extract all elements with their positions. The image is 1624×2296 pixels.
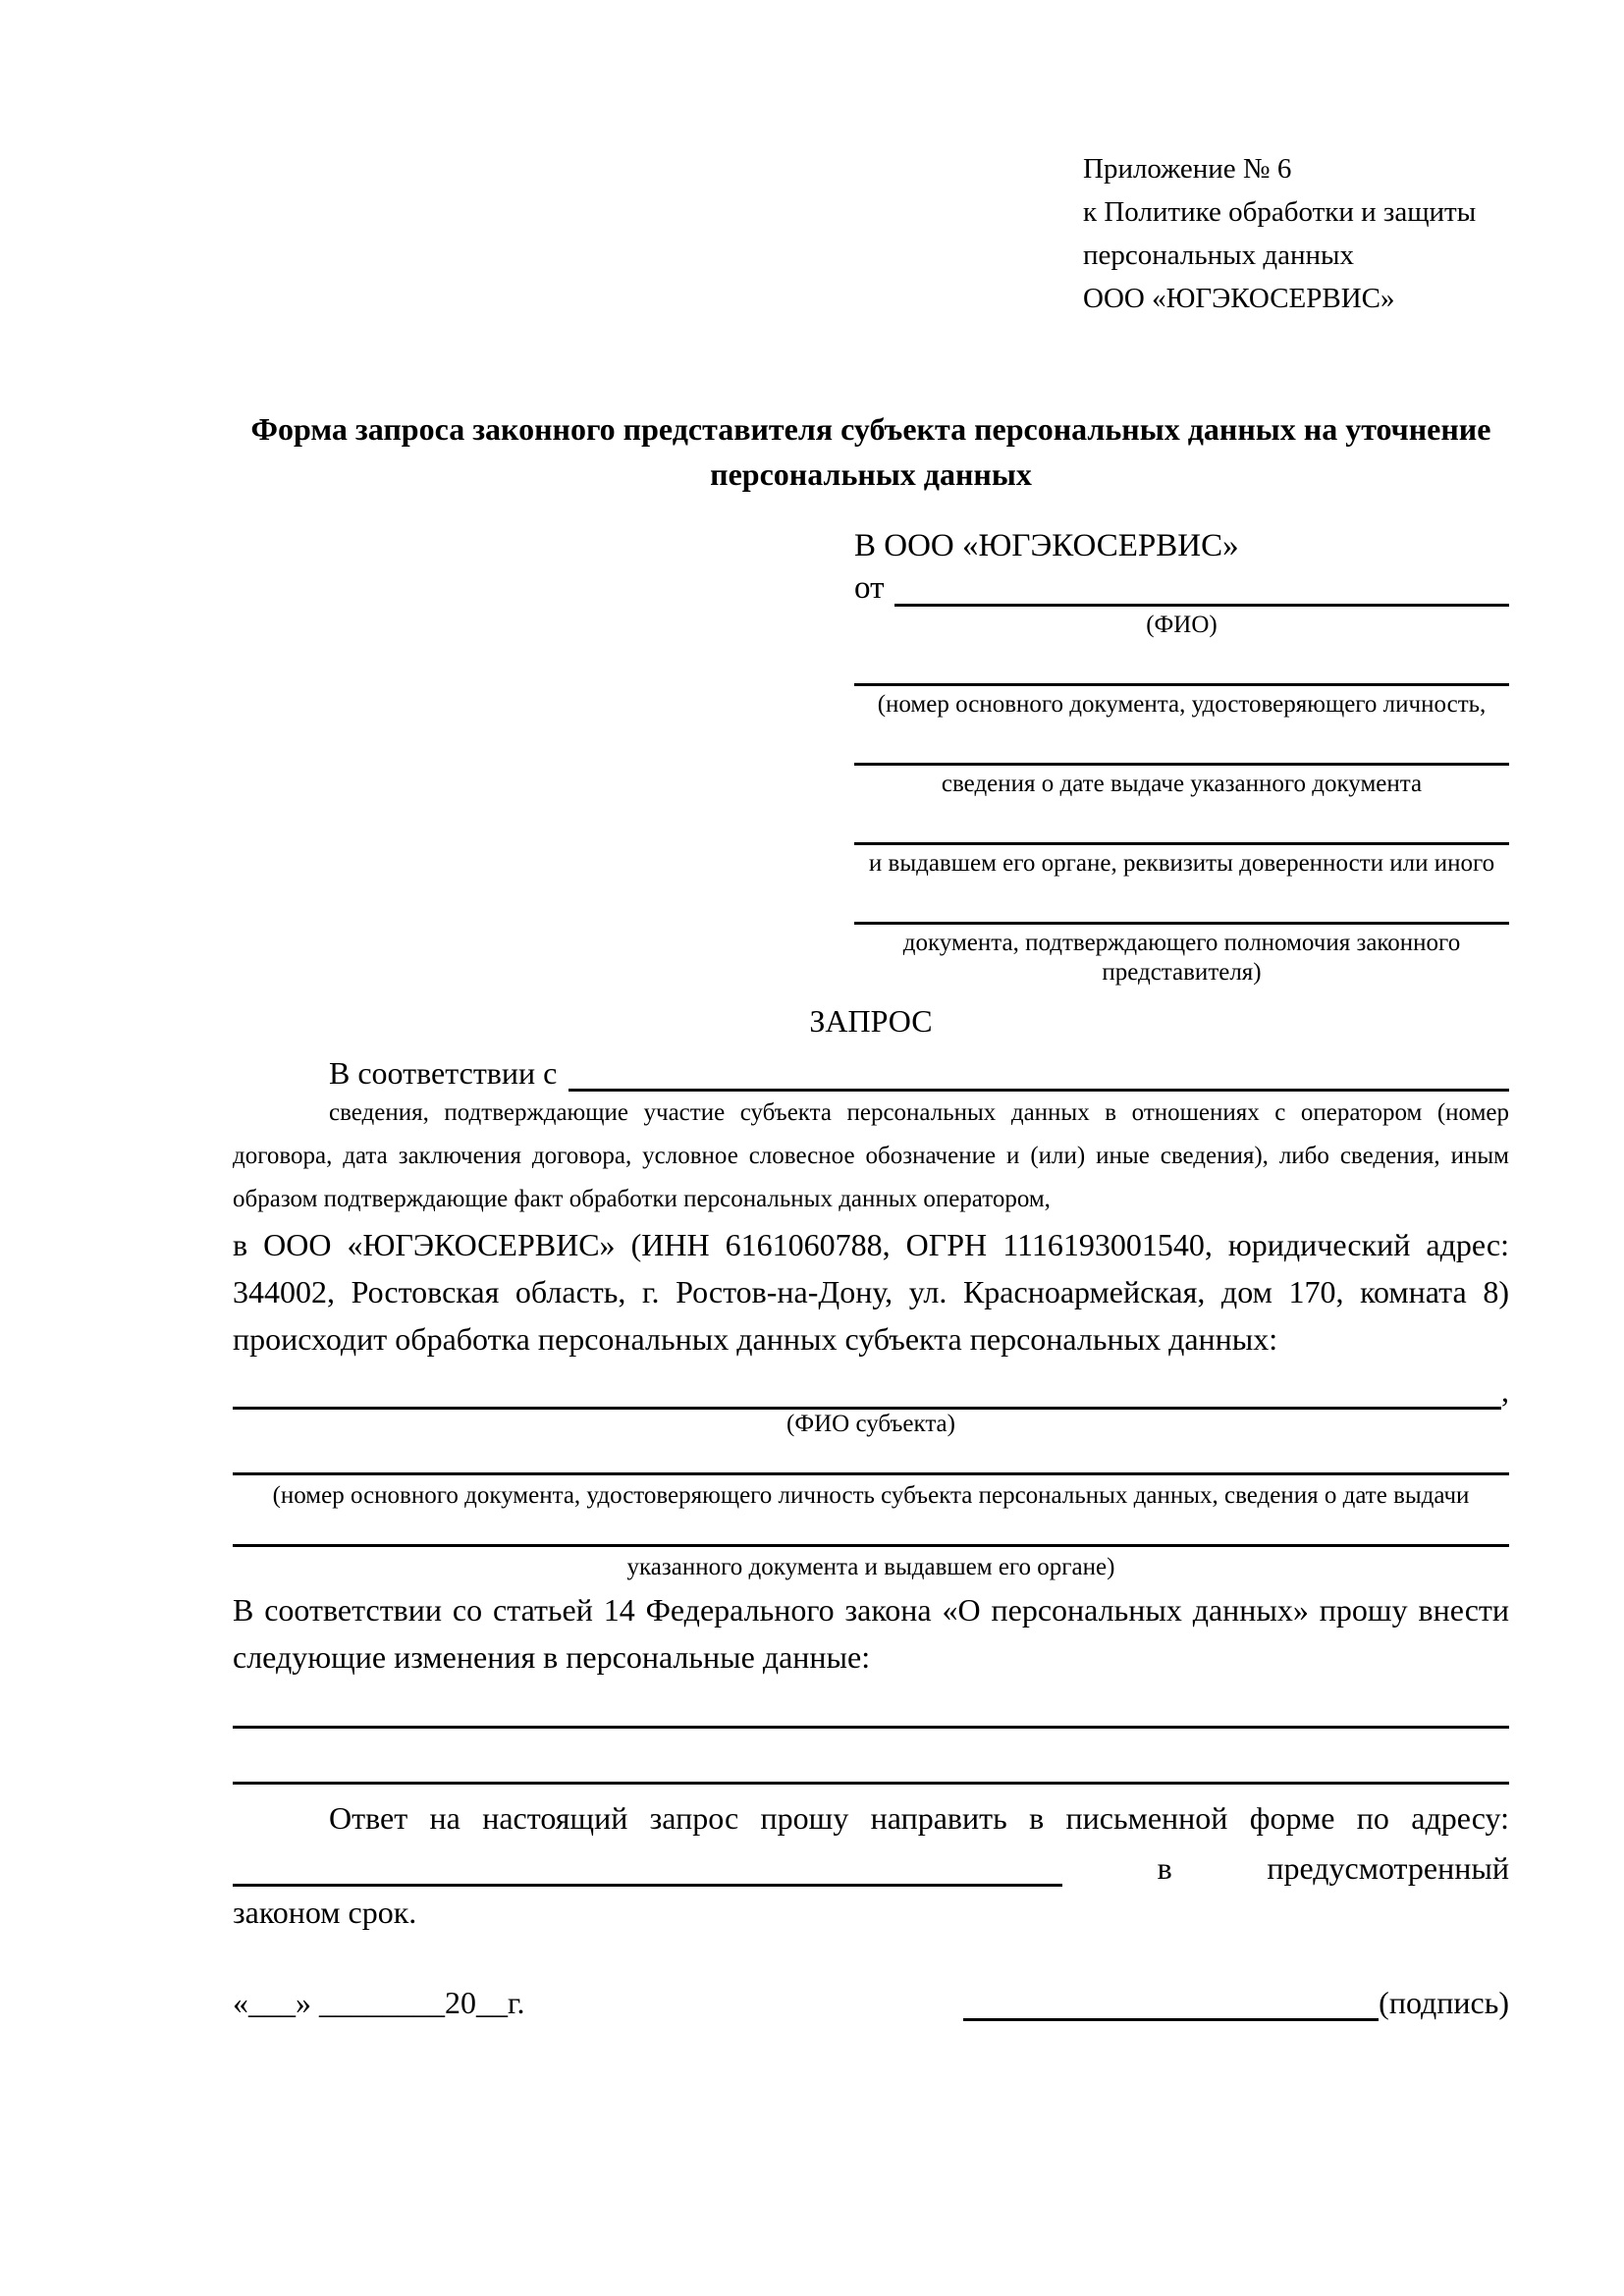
representative-doc-field-group — [854, 842, 1509, 879]
annex-note-line: Приложение № 6 — [1083, 153, 1292, 185]
changes-field-line-1[interactable] — [233, 1726, 1509, 1729]
representative-doc-field-group — [854, 922, 1509, 988]
annex-note-line: к Политике обработки и защиты — [1083, 196, 1477, 228]
signature-group — [963, 1985, 1509, 2021]
signature-caption: (подпись) — [1379, 1985, 1509, 2020]
annex-note-line: ООО «ЮГЭКОСЕРВИС» — [1083, 283, 1395, 314]
answer-tail-word: в — [1157, 1850, 1172, 1886]
answer-address-row — [233, 1842, 1509, 1887]
field-caption: сведения о дате выдаче указанного документа — [941, 771, 1423, 797]
subject-fio-row — [233, 1370, 1509, 1410]
field-caption: и выдавшем его органе, реквизиты доверенности или иного — [868, 850, 1495, 877]
from-row — [854, 567, 1509, 607]
addressee-block — [854, 524, 1509, 988]
field-caption: документа, подтверждающего полномочия законного представителя) — [902, 930, 1461, 986]
subject-fio-caption: (ФИО субъекта) — [786, 1411, 955, 1437]
answer-sentence: Ответ на настоящий запрос прошу направить в письменной форме по адресу: — [329, 1800, 1509, 1836]
annex-note-line: персональных данных — [1083, 240, 1355, 271]
subject-doc-field-group — [233, 1472, 1509, 1511]
answer-tail-word: предусмотренный — [1267, 1850, 1509, 1886]
date-field[interactable]: «___» ________20__г. — [233, 1985, 525, 2020]
law-paragraph: В соответствии со статьей 14 Федерального закона «О персональных данных» прошу внести следующие изменения в персональные данные: — [233, 1592, 1509, 1675]
intro-row — [233, 1048, 1509, 1092]
representative-doc-field-group — [854, 763, 1509, 799]
answer-tail-line: законом срок. — [233, 1895, 417, 1930]
addressee-to: В ООО «ЮГЭКОСЕРВИС» — [854, 528, 1239, 563]
annex-note — [1083, 147, 1509, 320]
subject-doc-field-group — [233, 1544, 1509, 1582]
representative-doc-field-group — [854, 683, 1509, 720]
date-signature-row — [233, 1985, 1509, 2021]
representative-doc-field[interactable] — [854, 922, 1509, 925]
representative-doc-field[interactable] — [854, 683, 1509, 686]
from-label: от — [854, 570, 885, 606]
representative-doc-field[interactable] — [854, 842, 1509, 845]
subject-fio-comma: , — [1501, 1373, 1509, 1409]
intro-label: В соответствии с — [329, 1055, 558, 1091]
page-title: Форма запроса законного представителя субъекта персональных данных на уточнение персональных данных — [250, 411, 1491, 492]
operator-paragraph: в ООО «ЮГЭКОСЕРВИС» (ИНН 6161060788, ОГРН 1116193001540, юридический адрес: 344002, Ростовская область, г. Ростов-на-Дону, ул. Красноармейская, дом 170, комната 8) происходит обработка персональных данных субъекта персональных данных: — [233, 1227, 1509, 1357]
representative-fio-field[interactable] — [894, 604, 1510, 607]
subject-doc-field[interactable] — [233, 1472, 1509, 1475]
signature-field[interactable] — [963, 2018, 1379, 2021]
document-content — [233, 147, 1509, 2021]
field-caption: (номер основного документа, удостоверяющего личность, — [877, 691, 1487, 718]
subject-doc-caption: (номер основного документа, удостоверяющего личность субъекта персональных данных, сведения о дате выдачи — [272, 1482, 1470, 1509]
fio-caption: (ФИО) — [1146, 612, 1218, 638]
representative-doc-field[interactable] — [854, 763, 1509, 766]
subject-doc-field[interactable] — [233, 1544, 1509, 1547]
intro-caption: сведения, подтверждающие участие субъекта персональных данных в отношениях с оператором (номер договора, дата заключения договора, условное словесное обозначение и (или) иные сведения), либо сведения, иным образом подтверждающие факт обработки персональных данных оператором, — [233, 1099, 1509, 1212]
changes-field-line-2[interactable] — [233, 1782, 1509, 1785]
subject-doc-caption: указанного документа и выдавшем его органе) — [626, 1554, 1115, 1580]
request-heading: ЗАПРОС — [809, 1003, 933, 1039]
